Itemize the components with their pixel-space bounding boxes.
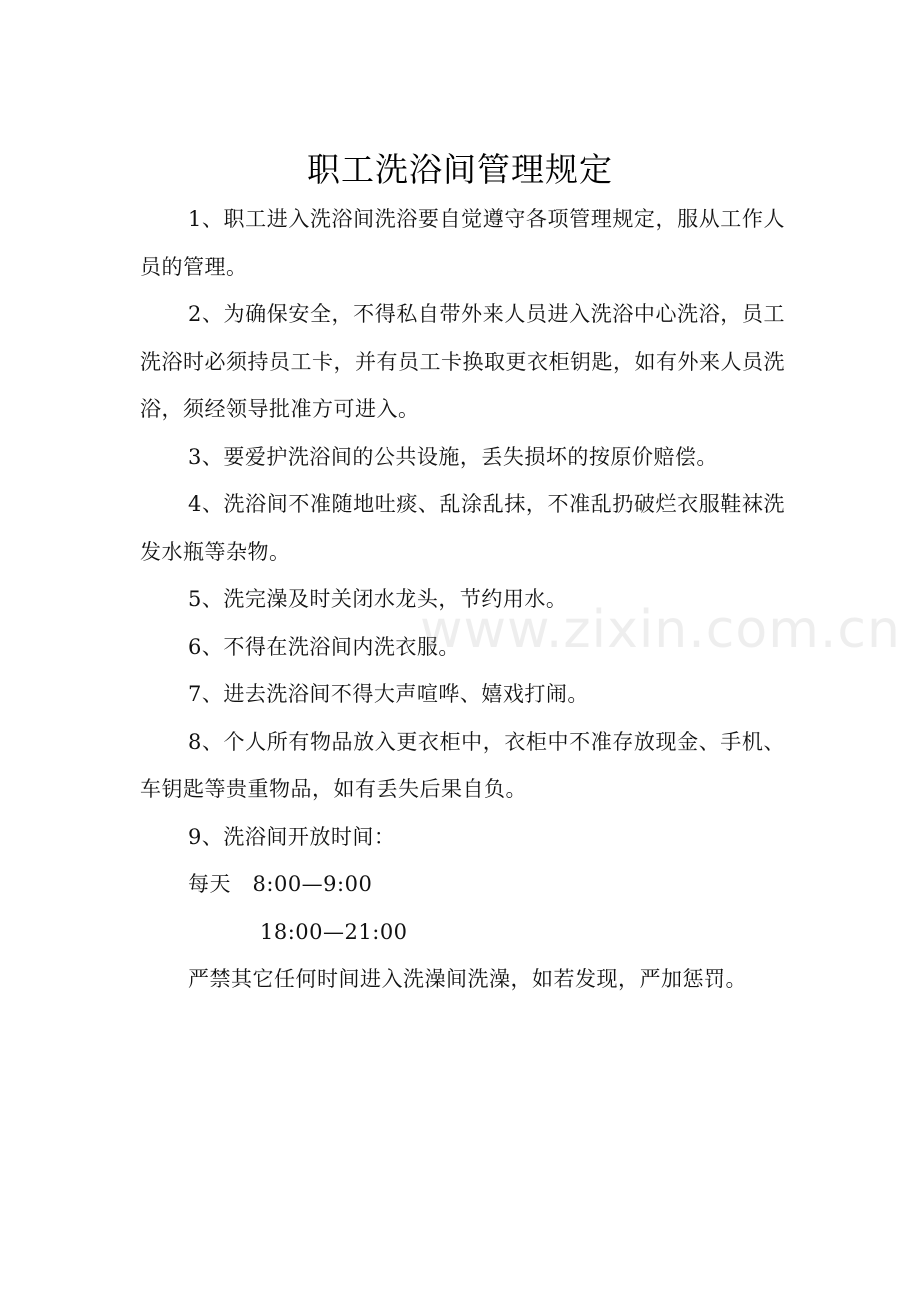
rule-7: 7、进去洗浴间不得大声喧哗、嬉戏打闹。 [188,682,589,706]
rule-4: 4、洗浴间不准随地吐痰、乱涂乱抹，不准乱扔破烂衣服鞋袜洗发水瓶等杂物。 [140,492,785,564]
rule-8: 8、个人所有物品放入更衣柜中，衣柜中不准存放现金、手机、车钥匙等贵重物品，如有丢失后果自负。 [140,729,785,801]
rule-9: 9、洗浴间开放时间： [188,824,396,849]
watermark: www.zixin.com.cn [420,600,901,660]
document-title: 职工洗浴间管理规定 [307,150,613,189]
rule-5: 5、洗完澡及时关闭水龙头，节约用水。 [188,587,568,611]
rule-1: 1、职工进入洗浴间洗浴要自觉遵守各项管理规定，服从工作人员的管理。 [140,207,785,279]
document-body [140,196,785,1004]
rule-3: 3、要爱护洗浴间的公共设施，丢失损坏的按原价赔偿。 [188,444,718,469]
rule-6: 6、不得在洗浴间内洗衣服。 [188,634,460,659]
schedule-evening: 18:00—21:00 [260,919,408,944]
schedule-morning: 每天 8:00—9:00 [188,872,373,896]
rule-2: 2、为确保安全，不得私自带外来人员进入洗浴中心洗浴，员工洗浴时必须持员工卡，并有员工卡换取更衣柜钥匙，如有外来人员洗浴，须经领导批准方可进入。 [140,302,785,421]
closing-note: 严禁其它任何时间进入洗澡间洗澡，如若发现，严加惩罚。 [188,967,747,991]
